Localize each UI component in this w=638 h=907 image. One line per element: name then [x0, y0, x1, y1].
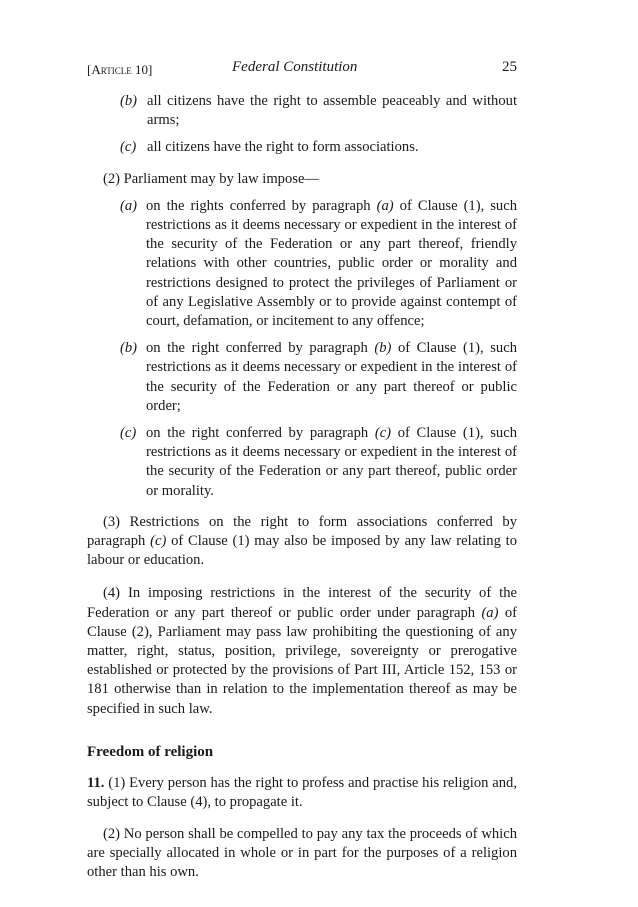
page-number: 25 — [502, 59, 517, 75]
clause-3: (3) Restrictions on the right to form associations conferred by paragraph (c) of Clause (1) may also be imposed by any law relating to labour or education. — [87, 513, 517, 569]
clause-1-paragraph-c — [87, 138, 517, 157]
paragraph-reference: (c) — [150, 533, 167, 550]
header-title: Federal Constitution — [232, 59, 358, 75]
document-page — [87, 58, 517, 882]
clause-2-paragraph-b: (b) on the right conferred by paragraph (b) of Clause (1), such restrictions as it deems necessary or expedient in the interest of the security of the Federation or any part thereof or public order; — [120, 340, 517, 414]
paragraph-label: (c) — [120, 425, 137, 442]
article-11-clause-2: (2) No person shall be compelled to pay any tax the proceeds of which are specially allocated in whole or in part for the purposes of a religion other than his own. — [87, 825, 517, 880]
clause-2-heading: (2) Parliament may by law impose— — [103, 170, 320, 187]
article-11-clause-1: 11. (1) Every person has the right to profess and practise his religion and, subject to Clause (4), to propagate it. — [87, 775, 517, 811]
paragraph-reference: (a) — [376, 197, 394, 214]
clause-1-paragraph-b — [87, 92, 517, 130]
paragraph-label: (b) — [120, 340, 138, 357]
paragraph-reference: (a) — [481, 604, 499, 621]
paragraph-text: all citizens have the right to form associations. — [147, 139, 419, 156]
paragraph-text: all citizens have the right to assemble peaceably and without arms; — [147, 93, 517, 129]
paragraph-label: (c) — [120, 139, 137, 156]
clause-2-paragraph-a: (a) on the rights conferred by paragraph (a) of Clause (1), such restrictions as it deems necessary or expedient in the interest of the security of the Federation or any part thereof, friendly relations with other countries, public order or morality and restrictions designed to protect the privileges of Parliament or of any Legislative Assembly or to provide against contempt of court, defamation, or incitement to any offence; — [120, 197, 517, 330]
paragraph-reference: (c) — [374, 425, 392, 442]
clause-4: (4) In imposing restrictions in the interest of the security of the Federation or any part thereof or public order under paragraph (a) of Clause (2), Parliament may pass law prohibiting the questioning of any matter, right, status, position, privilege, sovereignty or prerogative established or protected by the provisions of Part III, Article 152, 153 or 181 otherwise than in relation to the implementation thereof as may be specified in such law. — [87, 585, 518, 717]
clause-2-paragraph-c: (c) on the right conferred by paragraph (c) of Clause (1), such restrictions as it deems necessary or expedient in the interest of the security of the Federation or any part thereof, public order or morality. — [120, 425, 517, 499]
running-header — [87, 58, 517, 82]
header-article-ref: [Article 10] — [87, 62, 153, 77]
paragraph-label: (b) — [120, 93, 138, 109]
section-heading: Freedom of religion — [87, 743, 214, 760]
article-number: 11. — [87, 775, 105, 792]
paragraph-label: (a) — [120, 197, 138, 214]
paragraph-reference: (b) — [374, 340, 392, 357]
